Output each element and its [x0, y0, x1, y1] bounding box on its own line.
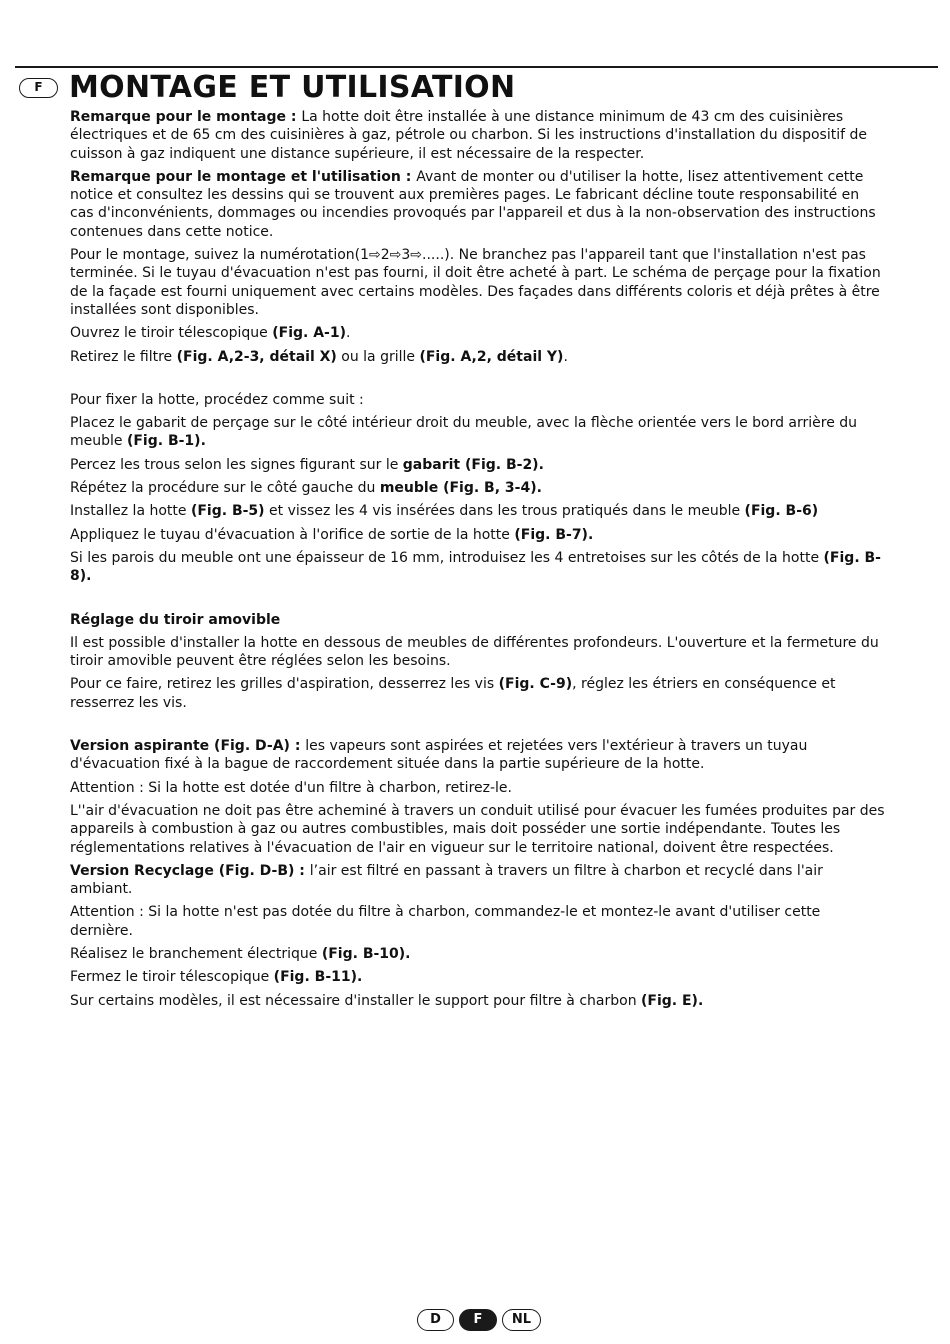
text-run: , réglez les étriers en conséquence et resserrez les vis. — [70, 676, 836, 711]
bold-text: (Fig. E). — [641, 992, 704, 1009]
text-run: Ouvrez le tiroir télescopique — [70, 325, 273, 342]
text-run: Pour le montage, suivez la numérotation(1⇨2⇨3⇨.....). Ne branchez pas l'appareil tant que l'installation n'est pas terminée. Si le tuyau d'évacuation n'est pas fourni, il doit être acheté à part. Le schéma de perçage pour la fixation de la façade est fourni uniquement avec certains modèles. Des façades dans différents coloris et déjà prêtes à être installées sont disponibles. — [70, 247, 881, 318]
text-run: Pour fixer la hotte, procédez comme suit : — [70, 391, 364, 408]
lang-pill-f[interactable]: F — [459, 1309, 497, 1331]
text-run: Réalisez le branchement électrique — [70, 945, 322, 962]
paragraph — [70, 634, 885, 671]
paragraph — [70, 611, 885, 629]
section-gap — [70, 717, 885, 737]
text-run: . — [563, 348, 568, 365]
paragraph — [70, 526, 885, 544]
text-run: La hotte doit être installée à une distance minimum de 43 cm des cuisinières électriques et de 65 cm des cuisinières à gaz, pétrole ou charbon. Si les instructions d'installation du dispositif de cuisson à gaz indiquent une distance supérieure, il est nécessaire de la respecter. — [70, 109, 867, 162]
text-run: ou la grille — [336, 348, 420, 365]
bold-text: (Fig. B-11). — [273, 969, 363, 986]
bold-text: (Fig. B-8). — [70, 549, 881, 585]
page-title: MONTAGE ET UTILISATION — [69, 70, 516, 105]
bold-text: (Fig. B-5) — [190, 503, 265, 520]
text-run: Attention : Si la hotte est dotée d'un filtre à charbon, retirez-le. — [70, 779, 512, 796]
bold-text: Version Recyclage (Fig. D-B) : — [70, 862, 310, 879]
top-rule — [15, 66, 938, 68]
paragraph — [70, 168, 885, 241]
paragraph — [70, 945, 885, 963]
bold-text: Remarque pour le montage et l'utilisation : — [70, 168, 417, 185]
paragraph — [70, 456, 885, 474]
paragraph — [70, 903, 885, 940]
paragraph — [70, 479, 885, 497]
bold-text: Version aspirante (Fig. D-A) : — [70, 738, 306, 755]
bold-text: (Fig. B-6) — [744, 503, 819, 520]
text-run: Installez la hotte — [70, 503, 191, 520]
paragraph — [70, 675, 885, 712]
bold-text: (Fig. B-10). — [321, 945, 411, 962]
paragraph — [70, 549, 885, 586]
paragraph — [70, 108, 885, 163]
bold-text: Remarque pour le montage : — [70, 109, 302, 125]
bold-text: (Fig. B-7). — [514, 526, 594, 543]
section-gap — [70, 591, 885, 611]
text-run: . — [346, 325, 351, 342]
text-run: L''air d'évacuation ne doit pas être acheminé à travers un conduit utilisé pour évacuer les fumées produites par des appareils à combustion à gaz ou autres combustibles, mais doit posséder une sortie indépendante. Toutes les réglementations relatives à l'évacuation de l'air en vigueur sur le territoire national, doivent être respectées. — [70, 802, 885, 856]
paragraph — [70, 737, 885, 774]
text-run: l’air est filtré en passant à travers un filtre à charbon et recyclé dans l'air ambiant. — [70, 862, 823, 898]
body-text — [70, 108, 885, 1015]
paragraph — [70, 779, 885, 797]
paragraph — [70, 348, 885, 366]
paragraph — [70, 992, 885, 1010]
paragraph — [70, 246, 885, 319]
bold-text: Réglage du tiroir amovible — [70, 611, 281, 628]
text-run: les vapeurs sont aspirées et rejetées vers l'extérieur à travers un tuyau d'évacuation fixé à la bague de raccordement située dans la partie supérieure de la hotte. — [70, 738, 808, 773]
text-run: Fermez le tiroir télescopique — [70, 969, 274, 986]
bold-text: gabarit (Fig. B-2). — [402, 456, 544, 473]
bold-text: (Fig. C-9) — [498, 676, 573, 693]
text-run: Percez les trous selon les signes figurant sur le — [70, 456, 403, 473]
bold-text: (Fig. A-1) — [272, 325, 347, 342]
text-run: Sur certains modèles, il est nécessaire d'installer le support pour filtre à charbon — [70, 992, 642, 1009]
paragraph — [70, 968, 885, 986]
text-run: Appliquez le tuyau d'évacuation à l'orifice de sortie de la hotte — [70, 526, 515, 543]
paragraph — [70, 414, 885, 451]
section-gap — [70, 371, 885, 391]
text-run: Retirez le filtre — [70, 348, 177, 365]
text-run: Répétez la procédure sur le côté gauche du — [70, 480, 380, 497]
paragraph — [70, 802, 885, 857]
bold-text: meuble (Fig. B, 3-4). — [379, 480, 542, 497]
lang-pill-d[interactable]: D — [417, 1309, 454, 1331]
lang-pill-nl[interactable]: NL — [502, 1309, 541, 1331]
text-run: Pour ce faire, retirez les grilles d'aspiration, desserrez les vis — [70, 676, 499, 693]
bold-text: (Fig. B-1). — [126, 433, 206, 450]
paragraph — [70, 502, 885, 520]
bold-text: (Fig. A,2-3, détail X) — [176, 348, 337, 365]
text-run: Il est possible d'installer la hotte en dessous de meubles de différentes profondeurs. L'ouverture et la fermeture du tiroir amovible peuvent être réglées selon les besoins. — [70, 634, 879, 670]
text-run: Placez le gabarit de perçage sur le côté intérieur droit du meuble, avec la flèche orientée vers le bord arrière du meuble — [70, 415, 858, 450]
text-run: Attention : Si la hotte n'est pas dotée du filtre à charbon, commandez-le et montez-le avant d'utiliser cette dernière. — [70, 904, 821, 939]
text-run: Si les parois du meuble ont une épaisseur de 16 mm, introduisez les 4 entretoises sur les côtés de la hotte — [70, 549, 824, 566]
language-badge: F — [19, 78, 58, 98]
paragraph — [70, 391, 885, 409]
paragraph — [70, 324, 885, 342]
language-nav — [417, 1309, 541, 1331]
text-run: Avant de monter ou d'utiliser la hotte, lisez attentivement cette notice et consultez les dessins qui se trouvent aux premières pages. Le fabricant décline toute responsabilité en cas d'inconvénients, dommages ou incendies provoqués par l'appareil et dus à la non-observation des instructions contenues dans cette notice. — [70, 168, 876, 240]
paragraph — [70, 862, 885, 899]
bold-text: (Fig. A,2, détail Y) — [419, 348, 564, 365]
text-run: et vissez les 4 vis insérées dans les trous pratiqués dans le meuble — [264, 503, 745, 520]
